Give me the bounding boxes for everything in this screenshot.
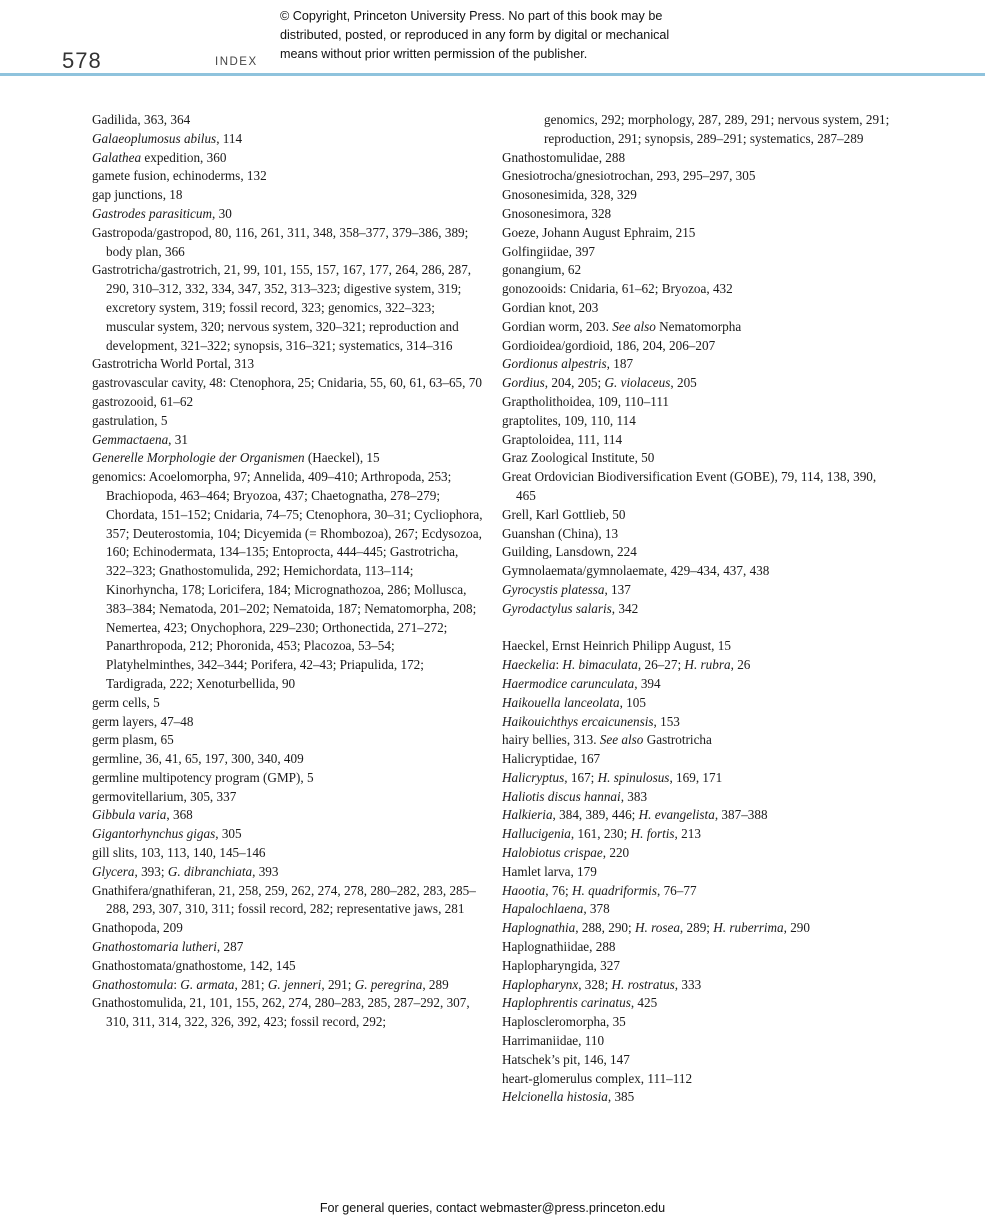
index-entry — [92, 713, 484, 732]
index-entry-segment: Gnathifera/gnathiferan, 21, 258, 259, 262, 274, 278, 280–282, 283, 285–288, 293, 307, 310, 311; fossil record, 282; representative jaws, 281 — [92, 882, 476, 917]
index-entry-italic-segment: Gordius — [502, 375, 545, 391]
index-entry-segment: , 114 — [216, 130, 243, 146]
index-entry-segment: , 76–77 — [656, 882, 697, 898]
index-entry-segment: , 291; — [321, 976, 355, 992]
index-entry — [502, 243, 896, 262]
index-entry — [502, 994, 896, 1013]
index-entry-segment: , 153 — [653, 713, 680, 729]
index-entry-segment: gastrozooid, 61–62 — [92, 393, 194, 409]
index-entry-segment: : — [173, 976, 181, 992]
index-entry-segment: Golfingiidae, 397 — [502, 243, 596, 259]
index-entry-italic-segment: H. rostratus — [611, 976, 675, 992]
index-entry — [502, 769, 896, 788]
index-entry — [502, 167, 896, 186]
index-entry — [92, 882, 484, 920]
index-entry-segment: , 204, 205; — [544, 375, 605, 391]
index-entry-segment: , 30 — [212, 205, 232, 221]
index-entry-segment: germ plasm, 65 — [92, 732, 174, 748]
index-entry — [502, 393, 896, 412]
index-entry-segment: , 385 — [607, 1089, 635, 1105]
index-entry — [92, 412, 484, 431]
index-entry-segment: Gnesiotrocha/gnesiotrochan, 293, 295–297, 305 — [502, 168, 756, 184]
copyright-notice: © Copyright, Princeton University Press. No part of this book may be distributed, posted, or reproduced in any form by digital or mechanical means without prior written permission of the publisher. — [280, 9, 670, 61]
index-entry-italic-segment: Hapalochlaena — [502, 901, 584, 917]
index-entry — [502, 543, 896, 562]
index-entry-segment: , 425 — [630, 995, 658, 1011]
index-entry — [92, 431, 484, 450]
index-entry — [502, 562, 896, 581]
index-entry-segment: gastrovascular cavity, 48: Ctenophora, 25; Cnidaria, 55, 60, 61, 63–65, 70 — [92, 375, 482, 391]
index-entry — [92, 374, 484, 393]
index-entry-italic-segment: Galaeoplumosus abilus — [92, 130, 217, 146]
index-entry-italic-segment: See also — [599, 732, 644, 748]
index-entry — [92, 919, 484, 938]
index-entry — [502, 449, 896, 468]
index-entry — [502, 506, 896, 525]
index-entry — [502, 600, 896, 619]
index-entry — [502, 900, 896, 919]
index-entry — [92, 167, 484, 186]
index-entry-segment: , 169, 171 — [669, 769, 723, 785]
index-entry — [502, 656, 896, 675]
index-entry-segment: , 281; — [234, 976, 268, 992]
index-entry-italic-segment: H. rubra — [684, 657, 731, 673]
index-entry-italic-segment: H. quadriformis — [571, 882, 657, 898]
index-entry-segment: Harrimaniidae, 110 — [502, 1033, 605, 1049]
index-entry — [92, 863, 484, 882]
index-entry-segment: germovitellarium, 305, 337 — [92, 788, 237, 804]
index-entry-italic-segment: G. jenneri — [267, 976, 322, 992]
index-entry-segment: Halicryptidae, 167 — [502, 751, 601, 767]
index-entry — [502, 1051, 896, 1070]
index-entry-italic-segment: Gibbula varia — [92, 807, 167, 823]
page-number: 578 — [62, 48, 102, 73]
index-entry — [502, 1070, 896, 1089]
index-entry — [502, 788, 896, 807]
index-entry-italic-segment: H. rosea — [634, 920, 680, 936]
index-entry — [92, 994, 484, 1032]
index-entry — [502, 525, 896, 544]
index-entry-italic-segment: Gemmactaena — [92, 431, 169, 447]
index-entry — [502, 1032, 896, 1051]
index-entry-segment: , 213 — [674, 826, 701, 842]
index-entry-italic-segment: H. spinulosus — [597, 769, 670, 785]
index-entry-italic-segment: Halicryptus — [502, 769, 565, 785]
index-entry-segment: , 105 — [619, 694, 646, 710]
index-entry-italic-segment: H. ruberrima — [713, 920, 784, 936]
index-entry-segment: , 205 — [670, 375, 697, 391]
index-entry — [502, 299, 896, 318]
index-entry — [92, 957, 484, 976]
index-entry — [502, 224, 896, 243]
index-entry-segment: Gnathostomulida, 21, 101, 155, 262, 274, 280–283, 285, 287–292, 307, 310, 311, 314, 322, 326, 392, 423; fossil record, 292; — [92, 995, 470, 1030]
index-entry — [92, 355, 484, 374]
index-entry — [502, 938, 896, 957]
footer-contact: For general queries, contact webmaster@press.princeton.edu — [319, 1201, 666, 1215]
index-entry-segment: (Haeckel), 15 — [304, 450, 380, 466]
index-entry — [92, 468, 484, 694]
index-entry-segment: gonozooids: Cnidaria, 61–62; Bryozoa, 432 — [502, 281, 733, 297]
index-entry-italic-segment: Gnathostomaria lutheri — [92, 939, 217, 955]
index-entry-segment: Gnosonesimora, 328 — [502, 205, 612, 221]
index-entry — [502, 882, 896, 901]
index-entry-segment: , 76; — [545, 882, 572, 898]
index-entry-segment: , 220 — [602, 845, 630, 861]
index-entry-italic-segment: Helcionella histosia — [502, 1089, 608, 1105]
index-entry — [502, 976, 896, 995]
index-entry-segment: gamete fusion, echinoderms, 132 — [92, 168, 267, 184]
index-entry-italic-segment: G. peregrina — [354, 976, 423, 992]
index-entry-segment: hairy bellies, 313. — [502, 732, 600, 748]
index-entry-segment: , 387–388 — [714, 807, 768, 823]
index-entry-segment: Haplognathiidae, 288 — [502, 939, 616, 955]
index-entry-segment: Gastrotricha World Portal, 313 — [92, 356, 255, 372]
index-entry — [92, 224, 484, 262]
index-entry-segment: Guanshan (China), 13 — [502, 525, 619, 541]
index-entry-segment: gonangium, 62 — [502, 262, 582, 278]
index-entry — [502, 957, 896, 976]
index-entry-segment: , 384, 389, 446; — [552, 807, 639, 823]
index-entry-segment: germ layers, 47–48 — [92, 713, 194, 729]
index-entry-segment: Haploscleromorpha, 35 — [502, 1014, 626, 1030]
index-entry-segment: Hatschek’s pit, 146, 147 — [502, 1051, 630, 1067]
index-entry — [92, 261, 484, 355]
index-entry — [92, 449, 484, 468]
index-entry — [502, 149, 896, 168]
index-entry — [502, 431, 896, 450]
index-entry — [92, 130, 484, 149]
index-entry-segment: Graptholithoidea, 109, 110–111 — [502, 393, 670, 409]
index-entry-segment: , 305 — [215, 826, 242, 842]
index-entry-segment: , 161, 230; — [570, 826, 631, 842]
index-entry — [502, 374, 896, 393]
index-entry-italic-segment: Halkieria — [502, 807, 553, 823]
index-entry — [502, 1088, 896, 1107]
index-entry-segment: Goeze, Johann August Ephraim, 215 — [502, 224, 696, 240]
index-entry-segment: Graz Zoological Institute, 50 — [502, 450, 655, 466]
running-head: INDEX — [215, 56, 258, 68]
index-entry — [92, 938, 484, 957]
index-entry — [502, 318, 896, 337]
index-entry-italic-segment: Haootia — [502, 882, 546, 898]
index-entry — [502, 750, 896, 769]
index-entry-italic-segment: Haplopharynx — [502, 976, 579, 992]
index-entry-segment: Gnathopoda, 209 — [92, 920, 183, 936]
index-entry — [502, 581, 896, 600]
index-entry-segment: , 290 — [783, 920, 810, 936]
index-entry-segment: , 328; — [578, 976, 612, 992]
index-entry — [502, 1013, 896, 1032]
index-entry-italic-segment: Hallucigenia — [502, 826, 571, 842]
index-entry — [502, 186, 896, 205]
index-entry-segment: , 288, 290; — [575, 920, 635, 936]
index-entry — [92, 844, 484, 863]
index-entry-segment: gill slits, 103, 113, 140, 145–146 — [92, 845, 266, 861]
index-entry-italic-segment: Haermodice carunculata — [502, 675, 635, 691]
index-entry — [502, 694, 896, 713]
index-entry-italic-segment: Haikouichthys ercaicunensis — [502, 713, 654, 729]
index-entry-segment: , 333 — [674, 976, 702, 992]
index-entry-italic-segment: Haplophrentis carinatus — [502, 995, 631, 1011]
index-entry-italic-segment: Gnathostomula — [92, 976, 174, 992]
index-entry — [92, 149, 484, 168]
index-entry — [92, 806, 484, 825]
index-entry-segment: Gordian worm, 203. — [502, 318, 613, 334]
index-entry — [502, 468, 896, 506]
index-entry-segment: Gymnolaemata/gymnolaemate, 429–434, 437, 438 — [502, 563, 770, 579]
index-entry-segment: Hamlet larva, 179 — [502, 863, 597, 879]
index-entry-segment: Gadilida, 363, 364 — [92, 112, 191, 127]
index-entry-segment: graptolites, 109, 110, 114 — [502, 412, 636, 428]
index-entry-segment: Haeckel, Ernst Heinrich Philipp August, 15 — [502, 638, 731, 654]
index-entry-italic-segment: Gigantorhynchus gigas — [92, 826, 216, 842]
index-entry-segment: germline multipotency program (GMP), 5 — [92, 769, 314, 785]
index-entry-italic-segment: H. fortis — [630, 826, 675, 842]
index-entry-segment: Nematomorpha — [655, 318, 742, 334]
index-entry-italic-segment: Gastrodes parasiticum — [92, 205, 213, 221]
index-entry-italic-segment: Galathea — [92, 149, 142, 165]
index-entry — [502, 731, 896, 750]
index-entry-continuation: genomics, 292; morphology, 287, 289, 291; nervous system, 291; reproduction, 291; synopsis, 289–291; systematics, 287–289 — [544, 112, 890, 146]
index-entry-segment: gap junctions, 18 — [92, 187, 183, 203]
index-entry-italic-segment: Haikouella lanceolata — [502, 694, 620, 710]
index-entry-italic-segment: Haplognathia — [502, 920, 576, 936]
index-entry — [92, 788, 484, 807]
index-entry-segment: , 26–27; — [637, 657, 685, 673]
index-entry-segment: : — [555, 657, 563, 673]
index-entry — [92, 750, 484, 769]
header-rule — [0, 73, 985, 76]
index-entry — [92, 769, 484, 788]
index-entry-segment: Great Ordovician Biodiversification Event (GOBE), 79, 114, 138, 390, 465 — [502, 469, 877, 503]
index-entry-segment: , 289 — [422, 976, 449, 992]
index-entry-segment: Gnathostomata/gnathostome, 142, 145 — [92, 957, 296, 973]
index-entry-segment: Gordioidea/gordioid, 186, 204, 206–207 — [502, 337, 716, 353]
index-entry-italic-segment: H. evangelista — [638, 807, 715, 823]
index-entry — [502, 637, 896, 656]
index-entry-segment: germ cells, 5 — [92, 694, 160, 710]
index-entry-segment: , 26 — [730, 657, 751, 673]
index-entry-segment: , 289; — [679, 920, 714, 936]
index-entry-italic-segment: Gyrocystis platessa — [502, 581, 605, 597]
index-entry-segment: genomics: Acoelomorpha, 97; Annelida, 409–410; Arthropoda, 253; Brachiopoda, 463–464; Bryozoa, 437; Chaetognatha, 278–279; Chordata, 151–152; Cnidaria, 74–75; Ctenophora, 30–31; Cycliophora, 357; Deuterostomia, 104; Dicyemida (= Rhombozoa), 267; Ecdysozoa, 160; Echinodermata, 134–135; Entoprocta, 444–445; Gastrotricha, 322–323; Gnathostomulida, 292; Hemichordata, 113–114; Kinorhyncha, 178; Loricifera, 184; Micrognathozoa, 286; Mollusca, 383–384; Nematoda, 201–202; Nematoida, 187; Nematomorpha, 208; Nemertea, 423; Onychophora, 229–230; Orthonectida, 271–272; Panarthropoda, 212; Phoronida, 453; Placozoa, 53–54; Platyhelminthes, 342–344; Porifera, 42–43; Priapulida, 172; Tardigrada, 222; Xenoturbellida, 90 — [92, 469, 483, 691]
index-entry-segment: , 31 — [168, 431, 188, 447]
index-entry-segment: Gastrotricha — [643, 732, 712, 748]
index-entry — [502, 919, 896, 938]
index-entry-italic-segment: Glycera — [92, 863, 135, 879]
index-entry — [92, 976, 484, 995]
index-entry-segment: , 378 — [583, 901, 610, 917]
index-entry-segment: Gnosonesimida, 328, 329 — [502, 187, 637, 203]
index-entry — [92, 393, 484, 412]
index-entry — [502, 412, 896, 431]
index-entry-segment: Haplopharyngida, 327 — [502, 957, 620, 973]
index-column-left — [92, 111, 484, 1032]
index-entry-segment: gastrulation, 5 — [92, 412, 168, 428]
index-entry-segment: , 394 — [634, 675, 661, 691]
index-entry-segment: Gordian knot, 203 — [502, 299, 599, 315]
index-entry-segment: , 342 — [611, 600, 639, 616]
index-entry — [502, 863, 896, 882]
index-entry — [92, 694, 484, 713]
index-entry — [502, 355, 896, 374]
index-entry — [92, 825, 484, 844]
index-entry-segment: , 137 — [604, 581, 631, 597]
index-entry — [502, 844, 896, 863]
index-entry — [502, 675, 896, 694]
index-entry — [502, 806, 896, 825]
index-entry — [92, 186, 484, 205]
index-entry-italic-segment: See also — [612, 318, 656, 334]
index-entry-segment: , 187 — [606, 356, 634, 372]
index-entry-segment: , 167; — [564, 769, 598, 785]
index-entry-italic-segment: Haliotis discus hannai — [502, 788, 621, 804]
index-entry-italic-segment: Generelle Morphologie der Organismen — [92, 450, 305, 466]
index-entry-segment: Gnathostomulidae, 288 — [502, 149, 626, 165]
index-entry-segment: Graptoloidea, 111, 114 — [502, 431, 623, 447]
index-entry-segment: , 393; — [134, 863, 168, 879]
index-entry-italic-segment: G. dibranchiata — [167, 863, 253, 879]
index-column-right — [502, 111, 896, 1107]
index-entry-segment: Gastrotricha/gastrotrich, 21, 99, 101, 155, 157, 167, 177, 264, 286, 287, 290, 310–312, 332, 334, 347, 352, 313–323; digestive system, 319; excretory system, 319; fossil record, 323; genomics, 322–323; muscular system, 320; nervous system, 320–321; reproduction and development, 321–322; synopsis, 316–321; systematics, 314–316 — [92, 262, 472, 353]
index-entry-italic-segment: Gordionus alpestris — [502, 356, 607, 372]
index-entry — [502, 205, 896, 224]
index-entry-italic-segment: G. armata — [180, 976, 235, 992]
index-entry — [92, 731, 484, 750]
index-entry — [92, 205, 484, 224]
index-entry — [502, 713, 896, 732]
index-entry-segment: Gastropoda/gastropod, 80, 116, 261, 311, 348, 358–377, 379–386, 389; body plan, 366 — [92, 224, 469, 259]
index-entry-italic-segment: Haeckelia — [502, 657, 556, 673]
index-entry-italic-segment: G. violaceus — [604, 375, 671, 391]
index-entry-segment: , 383 — [620, 788, 648, 804]
index-entry-segment: Grell, Karl Gottlieb, 50 — [502, 506, 626, 522]
index-entry — [502, 261, 896, 280]
index-entry-segment: , 368 — [166, 807, 193, 823]
index-entry-segment: Guilding, Lansdown, 224 — [502, 544, 637, 560]
letter-group-gap — [502, 619, 896, 638]
index-entry — [92, 111, 484, 130]
index-entry-italic-segment: Gyrodactylus salaris — [502, 600, 612, 616]
index-entry-italic-segment: H. bimaculata — [562, 657, 638, 673]
index-entry-segment: germline, 36, 41, 65, 197, 300, 340, 409 — [92, 751, 304, 767]
index-entry — [502, 825, 896, 844]
index-entry — [502, 280, 896, 299]
index-entry-segment: expedition, 360 — [141, 149, 227, 165]
index-entry-italic-segment: Halobiotus crispae — [502, 845, 603, 861]
index-entry-segment: , 393 — [252, 863, 279, 879]
index-entry-segment: heart-glomerulus complex, 111–112 — [502, 1070, 693, 1086]
index-entry — [502, 337, 896, 356]
index-entry-segment: , 287 — [216, 939, 244, 955]
